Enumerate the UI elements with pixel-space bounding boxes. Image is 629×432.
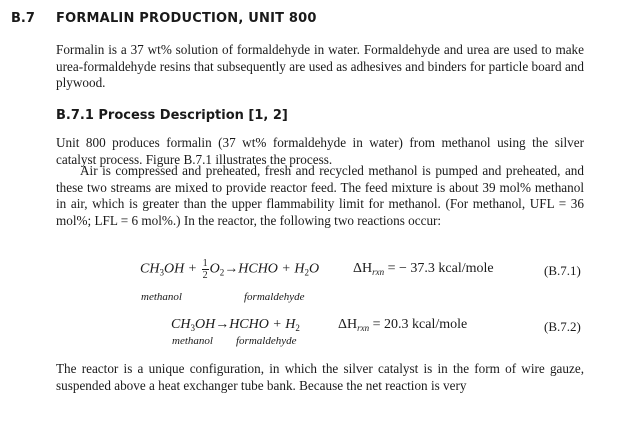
section-title: FORMALIN PRODUCTION, UNIT 800 [56,11,317,26]
eq2-dh: ΔH [338,317,358,332]
process-paragraph-1: Unit 800 produces formalin (37 wt% formaldehyde in water) from methanol using the silver catalyst process. Figure B.7.1 illustrates the process. [56,135,584,167]
eq2-dh-sub: rxn [357,323,370,333]
eq1-oh: OH + [163,261,198,277]
eq2-oh: OH [194,317,216,332]
eq2-ch: CH [171,317,191,332]
eq1-dh-sub: rxn [372,267,385,277]
eq1-o: O [209,261,220,277]
eq1-rhs-tail: O [308,261,320,277]
eq1-rhs: HCHO + H [238,261,305,277]
eq2-enthalpy [338,317,467,333]
subsection-title: B.7.1 Process Description [1, 2] [56,108,288,123]
eq2-arrow: → [215,317,230,332]
eq2-ch-sub: 3 [190,323,195,333]
eq1-dh-value: = − 37.3 kcal/mole [384,261,494,276]
section-number: B.7 [11,11,35,26]
eq1-fraction [202,258,209,281]
eq1-label: (B.7.1) [544,263,581,278]
eq1-note-formaldehyde: formaldehyde [244,291,305,303]
eq2-dh-value: = 20.3 kcal/mole [369,317,468,332]
eq2-rhs-sub: 2 [295,323,300,333]
eq1-frac-den: 2 [202,270,208,281]
equation-b72 [171,317,300,333]
eq1-arrow: → [224,261,239,277]
eq1-ch-sub: 3 [159,267,164,278]
equation-b71 [140,258,319,281]
eq1-enthalpy [353,261,494,277]
eq1-dh: ΔH [353,261,373,276]
intro-paragraph: Formalin is a 37 wt% solution of formaldehyde in water. Formaldehyde and urea are used to make urea-formaldehyde resins that subsequently are used as adhesives and binders for particle board and plywood. [56,42,584,90]
eq1-o-sub: 2 [219,267,225,278]
eq2-note-methanol: methanol [172,335,213,347]
eq1-note-methanol: methanol [141,291,182,303]
process-paragraph-2: Air is compressed and preheated, fresh and recycled methanol is pumped and preheated, and these two streams are mixed to provide reactor feed. The feed mixture is about 39 mol% methanol in air, which is greater than the upper flammability limit for methanol. (For methanol, UFL = 36 mol%; LFL = 6 mol%.) In the reactor, the following two reactions occur: [56,163,584,228]
eq1-frac-num: 1 [202,258,208,269]
eq2-rhs: HCHO + H [229,317,296,332]
eq1-ch: CH [140,261,160,277]
eq2-note-formaldehyde: formaldehyde [236,335,297,347]
eq1-rhs-sub: 2 [304,267,309,278]
reactor-paragraph: The reactor is a unique configuration, in which the silver catalyst is in the form of wire gauze, suspended above a heat exchanger tube bank. Because the net reaction is very [56,361,584,393]
eq2-label: (B.7.2) [544,319,581,334]
